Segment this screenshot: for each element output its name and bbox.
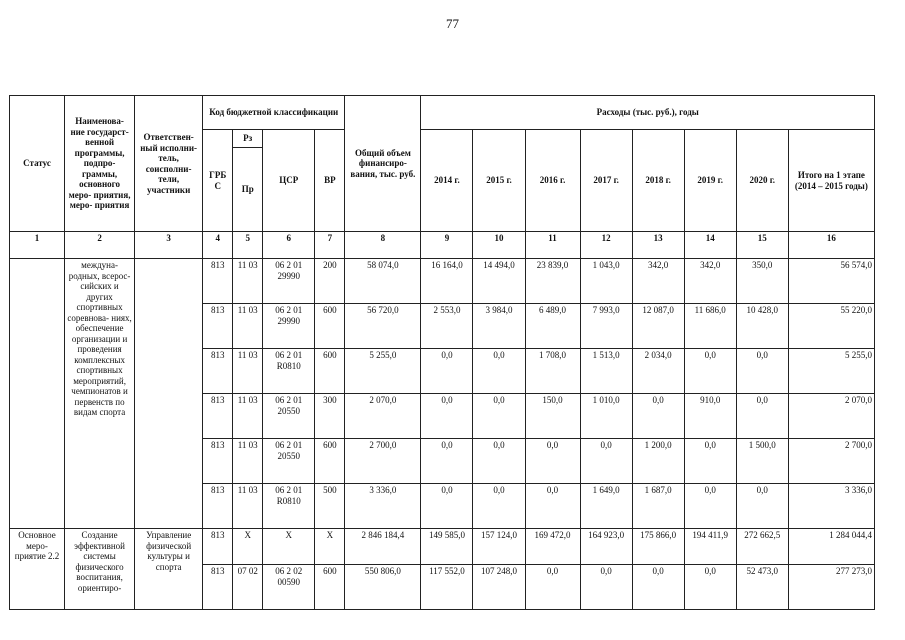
csr-cell: 06 2 01 R0810	[263, 484, 315, 529]
year-2014-cell: 117 552,0	[421, 565, 473, 610]
year-2015-cell: 3 984,0	[473, 304, 525, 349]
year-2014-cell: 2 553,0	[421, 304, 473, 349]
year-2014-cell: 16 164,0	[421, 259, 473, 304]
csr-cell: X	[263, 529, 315, 565]
header-csr: ЦСР	[263, 130, 315, 232]
responsible-cell: Управление физической культуры и спорта	[135, 529, 203, 610]
year-2016-cell: 23 839,0	[525, 259, 580, 304]
year-2014-cell: 0,0	[421, 394, 473, 439]
header-budget-code: Код бюджетной классификации	[203, 96, 345, 130]
year-2015-cell: 0,0	[473, 484, 525, 529]
stage-total-cell: 277 273,0	[788, 565, 874, 610]
csr-cell: 06 2 02 00590	[263, 565, 315, 610]
activity-name-cell: междуна- родных, всерос- сийских и других спортивных соревнова- ниях, обеспечение организации и проведения комплексных спортивных мероприятий, чемпионатов и первенств по видам спорта	[65, 259, 135, 529]
grbs-cell: 813	[203, 484, 233, 529]
year-2019-cell: 0,0	[684, 349, 736, 394]
rzpr-cell: 11 03	[233, 439, 263, 484]
budget-table	[9, 95, 875, 610]
column-number: 4	[203, 232, 233, 259]
rzpr-cell: 11 03	[233, 259, 263, 304]
page-number: 77	[446, 16, 459, 31]
year-2018-cell: 0,0	[632, 565, 684, 610]
header-year-2014: 2014 г.	[421, 130, 473, 232]
vr-cell: 200	[315, 259, 345, 304]
year-2017-cell: 1 010,0	[580, 394, 632, 439]
header-stage-total: Итого на 1 этапе (2014 – 2015 годы)	[788, 130, 874, 232]
grbs-cell: 813	[203, 394, 233, 439]
stage-total-cell: 1 284 044,4	[788, 529, 874, 565]
year-2018-cell: 12 087,0	[632, 304, 684, 349]
column-number: 2	[65, 232, 135, 259]
year-2020-cell: 52 473,0	[736, 565, 788, 610]
grbs-cell: 813	[203, 349, 233, 394]
year-2018-cell: 0,0	[632, 394, 684, 439]
year-2019-cell: 0,0	[684, 565, 736, 610]
total-cell: 2 070,0	[345, 394, 421, 439]
csr-cell: 06 2 01 R0810	[263, 349, 315, 394]
responsible-cell	[135, 259, 203, 529]
year-2016-cell: 1 708,0	[525, 349, 580, 394]
grbs-cell: 813	[203, 565, 233, 610]
rzpr-cell: 11 03	[233, 484, 263, 529]
year-2018-cell: 342,0	[632, 259, 684, 304]
year-2018-cell: 1 200,0	[632, 439, 684, 484]
year-2017-cell: 0,0	[580, 565, 632, 610]
year-2016-cell: 0,0	[525, 484, 580, 529]
column-number: 1	[10, 232, 65, 259]
status-cell: Основное меро- приятие 2.2	[10, 529, 65, 610]
year-2020-cell: 0,0	[736, 484, 788, 529]
column-number: 7	[315, 232, 345, 259]
vr-cell: 500	[315, 484, 345, 529]
vr-cell: 600	[315, 565, 345, 610]
year-2020-cell: 10 428,0	[736, 304, 788, 349]
column-number: 15	[736, 232, 788, 259]
csr-cell: 06 2 01 29990	[263, 259, 315, 304]
year-2019-cell: 194 411,9	[684, 529, 736, 565]
year-2017-cell: 1 649,0	[580, 484, 632, 529]
stage-total-cell: 2 700,0	[788, 439, 874, 484]
stage-total-cell: 5 255,0	[788, 349, 874, 394]
header-year-2020: 2020 г.	[736, 130, 788, 232]
total-cell: 3 336,0	[345, 484, 421, 529]
column-number-row	[10, 232, 875, 259]
year-2014-cell: 0,0	[421, 349, 473, 394]
vr-cell: 600	[315, 349, 345, 394]
year-2016-cell: 150,0	[525, 394, 580, 439]
year-2019-cell: 910,0	[684, 394, 736, 439]
stage-total-cell: 56 574,0	[788, 259, 874, 304]
year-2017-cell: 164 923,0	[580, 529, 632, 565]
year-2016-cell: 169 472,0	[525, 529, 580, 565]
stage-total-cell: 55 220,0	[788, 304, 874, 349]
header-year-2015: 2015 г.	[473, 130, 525, 232]
total-cell: 2 846 184,4	[345, 529, 421, 565]
year-2020-cell: 272 662,5	[736, 529, 788, 565]
year-2019-cell: 342,0	[684, 259, 736, 304]
year-2015-cell: 157 124,0	[473, 529, 525, 565]
total-cell: 550 806,0	[345, 565, 421, 610]
header-vr: ВР	[315, 130, 345, 232]
year-2016-cell: 0,0	[525, 565, 580, 610]
column-number: 3	[135, 232, 203, 259]
year-2015-cell: 14 494,0	[473, 259, 525, 304]
rzpr-cell: X	[233, 529, 263, 565]
year-2019-cell: 0,0	[684, 484, 736, 529]
grbs-cell: 813	[203, 259, 233, 304]
year-2017-cell: 7 993,0	[580, 304, 632, 349]
header-total: Общий объем финансиро- вания, тыс. руб.	[345, 96, 421, 232]
vr-cell: 300	[315, 394, 345, 439]
grbs-cell: 813	[203, 304, 233, 349]
header-status: Статус	[10, 96, 65, 232]
header-pr: Пр	[233, 148, 263, 232]
stage-total-cell: 2 070,0	[788, 394, 874, 439]
year-2020-cell: 350,0	[736, 259, 788, 304]
grbs-cell: 813	[203, 529, 233, 565]
rzpr-cell: 11 03	[233, 349, 263, 394]
total-cell: 2 700,0	[345, 439, 421, 484]
column-number: 5	[233, 232, 263, 259]
year-2015-cell: 0,0	[473, 439, 525, 484]
header-responsible: Ответствен- ный исполни- тель, соисполни- тели, участники	[135, 96, 203, 232]
header-grbs: ГРБ С	[203, 130, 233, 232]
header-rz: Рз	[233, 130, 263, 148]
year-2020-cell: 1 500,0	[736, 439, 788, 484]
year-2014-cell: 149 585,0	[421, 529, 473, 565]
activity-name-cell: Создание эффективной системы физического воспитания, ориентиро-	[65, 529, 135, 610]
year-2017-cell: 1 513,0	[580, 349, 632, 394]
grbs-cell: 813	[203, 439, 233, 484]
total-cell: 56 720,0	[345, 304, 421, 349]
year-2019-cell: 0,0	[684, 439, 736, 484]
header-year-2018: 2018 г.	[632, 130, 684, 232]
total-cell: 5 255,0	[345, 349, 421, 394]
column-number: 13	[632, 232, 684, 259]
csr-cell: 06 2 01 20550	[263, 394, 315, 439]
table-row	[10, 259, 875, 304]
header-year-2019: 2019 г.	[684, 130, 736, 232]
year-2014-cell: 0,0	[421, 439, 473, 484]
rzpr-cell: 07 02	[233, 565, 263, 610]
column-number: 9	[421, 232, 473, 259]
year-2020-cell: 0,0	[736, 349, 788, 394]
year-2016-cell: 6 489,0	[525, 304, 580, 349]
column-number: 16	[788, 232, 874, 259]
year-2018-cell: 1 687,0	[632, 484, 684, 529]
year-2017-cell: 1 043,0	[580, 259, 632, 304]
header-year-2016: 2016 г.	[525, 130, 580, 232]
column-number: 12	[580, 232, 632, 259]
year-2018-cell: 2 034,0	[632, 349, 684, 394]
column-number: 11	[525, 232, 580, 259]
total-cell: 58 074,0	[345, 259, 421, 304]
column-number: 14	[684, 232, 736, 259]
year-2018-cell: 175 866,0	[632, 529, 684, 565]
header-year-2017: 2017 г.	[580, 130, 632, 232]
column-number: 10	[473, 232, 525, 259]
column-number: 6	[263, 232, 315, 259]
vr-cell: 600	[315, 439, 345, 484]
rzpr-cell: 11 03	[233, 304, 263, 349]
year-2016-cell: 0,0	[525, 439, 580, 484]
csr-cell: 06 2 01 29990	[263, 304, 315, 349]
vr-cell: X	[315, 529, 345, 565]
year-2017-cell: 0,0	[580, 439, 632, 484]
rzpr-cell: 11 03	[233, 394, 263, 439]
year-2015-cell: 0,0	[473, 349, 525, 394]
year-2020-cell: 0,0	[736, 394, 788, 439]
status-cell	[10, 259, 65, 529]
header-expenses: Расходы (тыс. руб.), годы	[421, 96, 875, 130]
csr-cell: 06 2 01 20550	[263, 439, 315, 484]
year-2015-cell: 107 248,0	[473, 565, 525, 610]
vr-cell: 600	[315, 304, 345, 349]
header-name: Наименова- ние государст- венной программы, подпро- граммы, основного меро- приятия, меро- приятия	[65, 96, 135, 232]
table-row	[10, 529, 875, 565]
stage-total-cell: 3 336,0	[788, 484, 874, 529]
year-2014-cell: 0,0	[421, 484, 473, 529]
year-2015-cell: 0,0	[473, 394, 525, 439]
year-2019-cell: 11 686,0	[684, 304, 736, 349]
column-number: 8	[345, 232, 421, 259]
